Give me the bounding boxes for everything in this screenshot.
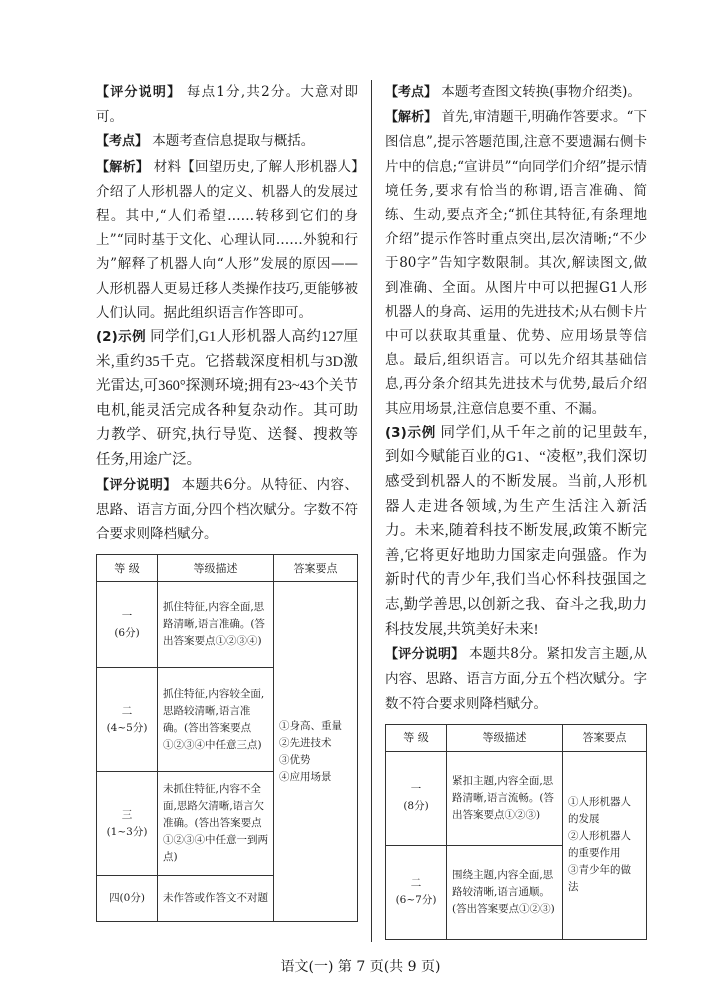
section-tag: 【考点】 xyxy=(385,85,438,100)
section-tag: 【评分说明】 xyxy=(96,477,177,493)
answer-points xyxy=(274,582,358,922)
grade-level: 四(0分) xyxy=(97,876,158,922)
grade-level: 三 (1~3分) xyxy=(97,772,158,876)
grade-level: 一 (6分) xyxy=(97,582,158,668)
answer-point: ①身高、重量 xyxy=(279,719,342,732)
grade-description: 抓住特征,内容较全面,思路较清晰,语言准确。(答出答案要点①②③④中任意三点) xyxy=(158,668,274,772)
right-column xyxy=(385,80,647,940)
table-header: 等级描述 xyxy=(158,555,274,582)
grade-description: 未抓住特征,内容不全面,思路欠清晰,语言欠准确。(答出答案要点①②③④中任意一到两点) xyxy=(158,772,274,876)
answer-points xyxy=(563,751,647,939)
answer-lead: (3)示例 xyxy=(385,424,437,441)
paragraph-text: 本题考查图文转换(事物介绍类)。 xyxy=(437,84,641,100)
table-row xyxy=(386,751,647,845)
paragraph-text: 同学们,G1人形机器人高约127厘米,重约35千克。它搭载深度相机与3D激光雷达,可360°探测环境;拥有23~43个关节电机,能灵活完成各种复杂动作。其可助力教学、研究,执行导览、送餐、搜救等任务,用途广泛。 xyxy=(96,329,358,468)
right-grading-table xyxy=(385,724,647,940)
right-example-answer xyxy=(385,421,647,642)
table-header: 答案要点 xyxy=(563,724,647,751)
left-analysis xyxy=(96,155,358,325)
table-header: 等 级 xyxy=(97,555,158,582)
answer-lead: (2)示例 xyxy=(96,329,147,346)
table-header: 等级描述 xyxy=(447,724,563,751)
grade-level: 二 (4~5分) xyxy=(97,668,158,772)
paragraph-text: 本题考查信息提取与概括。 xyxy=(148,133,315,150)
left-scoring-note-1 xyxy=(96,80,358,129)
section-tag: 【考点】 xyxy=(96,134,149,150)
answer-point: ③青少年的做法 xyxy=(568,864,631,894)
grade-description: 抓住特征,内容全面,思路清晰,语言准确。(答出答案要点①②③④) xyxy=(158,582,274,668)
column-divider xyxy=(371,80,372,942)
section-tag: 【解析】 xyxy=(385,110,438,126)
answer-point: ①人形机器人的发展 xyxy=(568,796,631,826)
right-scoring-note xyxy=(385,642,647,716)
paragraph-text: 材料【回望历史,了解人形机器人】介绍了人形机器人的定义、机器人的发展过程。其中,“人们希望……转移到它们的身上”“同时基于文化、心理认同……外貌和行为”解释了机器人向“人形”发展的原因——人形机器人更易迁移人类操作技巧,更能够被人们认同。据此组织语言作答即可。 xyxy=(96,158,358,321)
paragraph-text: 首先,审清题干,明确作答要求。“下图信息”,提示答题范围,注意不要遗漏右侧卡片中的信息;“宣讲员”“向同学们介绍”提示情境任务,要求有恰当的称谓,语言准确、简练、生动,要点齐全;“抓住其特征,有条理地介绍”提示作答时重点突出,层次清晰;“不少于80字”告知字数限制。其次,解读图文,做到准确、全面。从图片中可以把握G1人形机器人的身高、运用的先进技术;从右侧卡片中可以获取其重量、优势、应用场景等信息。最后,组织语言。可以先介绍其基础信息,再分条介绍其先进技术与优势,最后介绍其应用场景,注意信息要不重、不漏。 xyxy=(385,109,647,417)
answer-point: ④应用场景 xyxy=(279,770,332,783)
table-header: 等 级 xyxy=(386,724,447,751)
left-grading-table xyxy=(96,554,358,922)
answer-point: ②先进技术 xyxy=(279,736,332,749)
grade-level: 二 (6~7分) xyxy=(386,845,447,939)
grade-description: 紧扣主题,内容全面,思路清晰,语言流畅。(答出答案要点①②③) xyxy=(447,751,563,845)
answer-point: ③优势 xyxy=(279,753,311,766)
grade-description: 围绕主题,内容全面,思路较清晰,语言通顺。(答出答案要点①②③) xyxy=(447,845,563,939)
paragraph-text: 本题共6分。从特征、内容、思路、语言方面,分四个档次赋分。字数不符合要求则降档赋分。 xyxy=(96,476,358,542)
right-key-point xyxy=(385,80,647,105)
grade-level: 一 (8分) xyxy=(386,751,447,845)
section-tag: 【解析】 xyxy=(96,159,150,175)
left-example-answer xyxy=(96,325,358,473)
table-row xyxy=(97,582,358,668)
paragraph-text: 同学们,从千年之前的记里鼓车,到如今赋能百业的G1、“凌枢”,我们深切感受到机器人的不断发展。当前,人形机器人走进各领域,为生产生活注入新活力。未来,随着科技不断发展,政策不断完善,它将更好地助力国家走向强盛。作为新时代的青少年,我们当心怀科技强国之志,勤学善思,以创新之我、奋斗之我,助力科技发展,共筑美好未来! xyxy=(385,424,648,638)
paragraph-text: 每点1分,共2分。大意对即可。 xyxy=(96,84,358,126)
section-tag: 【评分说明】 xyxy=(96,85,182,100)
right-analysis xyxy=(385,105,647,421)
section-tag: 【评分说明】 xyxy=(385,647,465,663)
paragraph-text: 本题共8分。紧扣发言主题,从内容、思路、语言方面,分五个档次赋分。字数不符合要求则降档赋分。 xyxy=(385,646,647,712)
left-scoring-note-2 xyxy=(96,473,358,547)
answer-point: ②人形机器人的重要作用 xyxy=(568,830,631,860)
left-column xyxy=(96,80,358,922)
table-header: 答案要点 xyxy=(274,555,358,582)
page-footer: 语文(一) 第 7 页(共 9 页) xyxy=(280,959,441,975)
grade-description: 未作答或作答文不对题 xyxy=(158,876,274,922)
left-key-point xyxy=(96,129,358,154)
